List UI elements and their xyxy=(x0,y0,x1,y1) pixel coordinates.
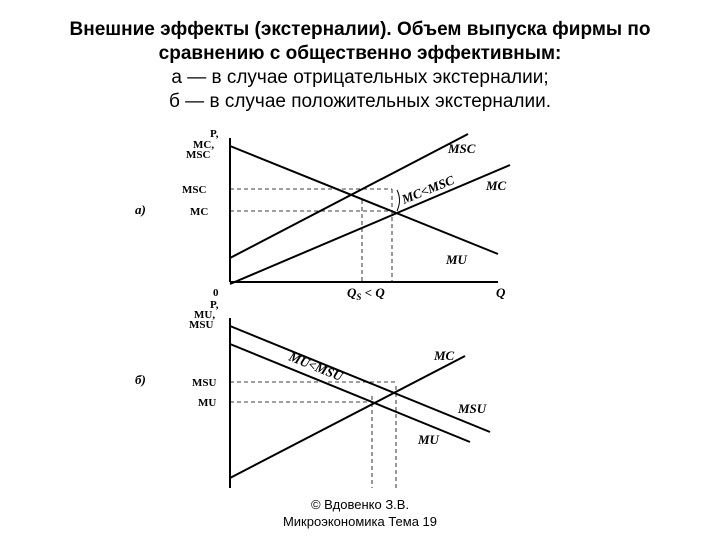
diagram-a-y-label-1: P, xyxy=(210,128,219,140)
diagram-b-y-label-3: MSU xyxy=(189,319,214,331)
diagram-a-mc-curve-label: MC xyxy=(486,178,507,193)
footer-author: © Вдовенко З.В. xyxy=(310,497,410,512)
diagram-b-y-label-2: MU, xyxy=(194,309,216,321)
diagram-a-level-mc: MC xyxy=(190,206,209,218)
title-line-4: б — в случае положительных экстерналии. xyxy=(169,91,551,112)
title-line-2: сравнению с общественно эффективным: xyxy=(158,43,562,64)
diagram-b-level-mu: MU xyxy=(198,397,217,409)
diagram-a-msc-curve-label: MSC xyxy=(448,141,476,156)
diagram-a-gap-label: MC<MSC xyxy=(399,172,457,207)
footer-course: Микроэкономика Тема 19 xyxy=(282,514,438,529)
diagram-a-origin: 0 xyxy=(213,287,219,299)
slide-footer xyxy=(0,496,720,530)
diagram-b-panel-label: б) xyxy=(135,372,146,387)
diagram-a-panel-label: а) xyxy=(135,202,146,217)
title-line-3: а — в случае отрицательных экстерналии; xyxy=(171,67,549,88)
diagram-b xyxy=(135,299,490,488)
diagram-a-y-label-3: MSC xyxy=(186,149,211,161)
diagram-b-msu-curve xyxy=(230,326,490,432)
diagram-a-x-label: Q xyxy=(496,285,506,300)
title-line-1: Внешние эффекты (экстерналии). Объем выпуска фирмы по xyxy=(69,19,651,40)
diagram-b-mc-curve-label: MC xyxy=(434,348,455,363)
diagram-b-gap-label: MU<MSU xyxy=(286,348,345,384)
diagram-a-level-msc: MSC xyxy=(182,184,207,196)
diagram-b-mu-curve-label: MU xyxy=(418,432,439,447)
diagram-a-msc-curve xyxy=(230,134,468,258)
diagram-a-q-label: $Q_S < Q$ xyxy=(347,285,385,302)
diagram-a-y-label-2: MC, xyxy=(193,139,215,151)
diagram-b-msu-curve-label: MSU xyxy=(458,401,487,416)
diagram-b-level-msu: MSU xyxy=(192,377,217,389)
diagram-a xyxy=(135,128,510,302)
diagram-a-mu-curve-label: MU xyxy=(446,252,467,267)
diagram-b-y-label-1: P, xyxy=(210,299,219,311)
diagram-a-mc-curve xyxy=(230,165,510,284)
